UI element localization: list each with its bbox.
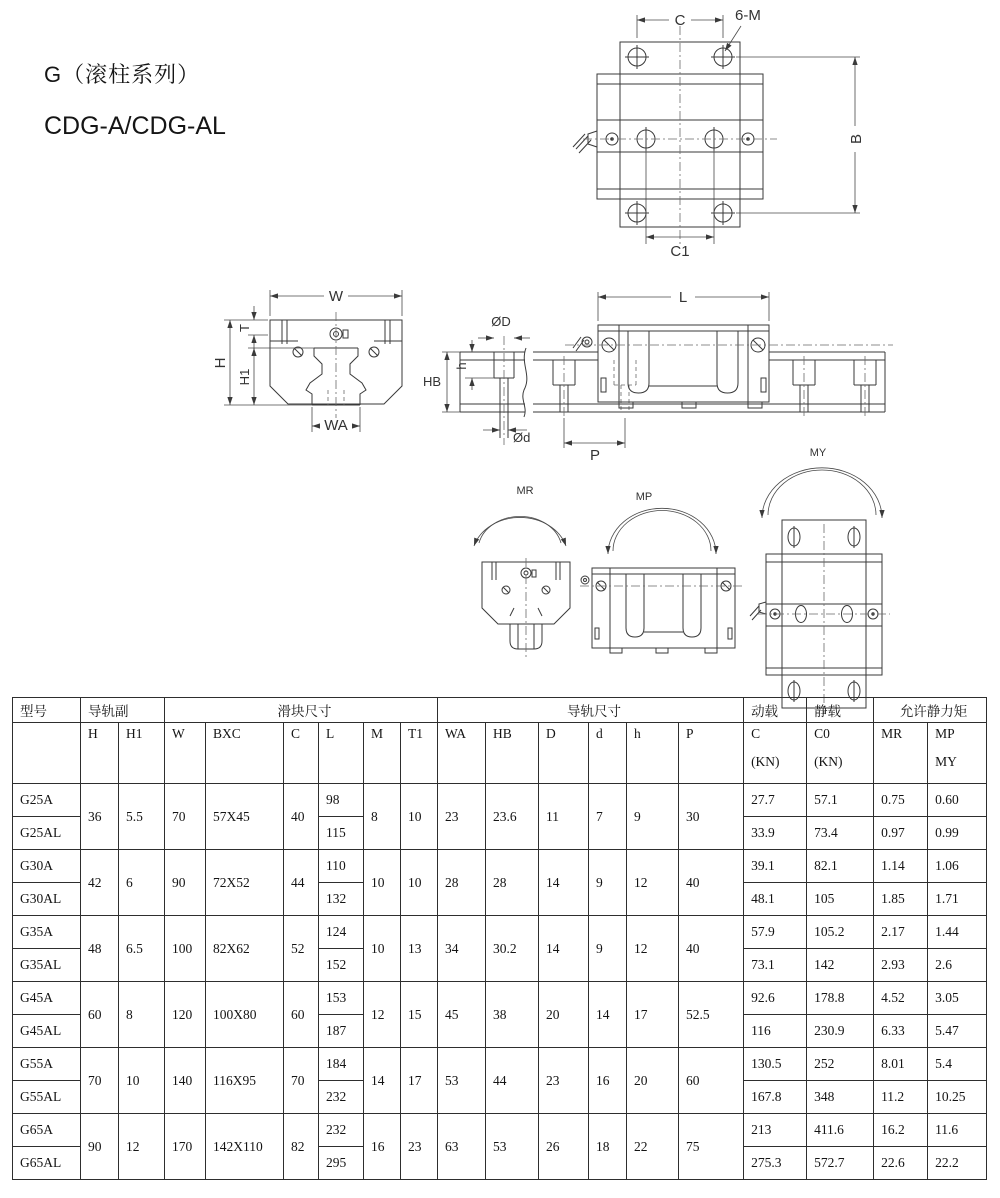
cell-L: 295 <box>319 1147 364 1180</box>
dim-label-h: H <box>212 357 229 369</box>
cell-MR: 6.33 <box>874 1015 928 1048</box>
cell-C-kn: 92.6 <box>744 982 807 1015</box>
cell-P: 75 <box>679 1114 744 1180</box>
cell-d: 14 <box>589 982 627 1048</box>
cell-T1: 10 <box>401 850 438 916</box>
cell-C0-kn: 572.7 <box>807 1147 874 1180</box>
cell-P: 52.5 <box>679 982 744 1048</box>
thread-callout-label: 6-M <box>735 7 761 24</box>
cell-MR: 22.6 <box>874 1147 928 1180</box>
cell-MR: 8.01 <box>874 1048 928 1081</box>
cell-D: 20 <box>539 982 589 1048</box>
cell-H: 48 <box>81 916 119 982</box>
my-arc <box>762 468 882 518</box>
cell-WA: 23 <box>438 784 486 850</box>
cell-M: 10 <box>364 916 401 982</box>
cell-model: G35AL <box>13 949 81 982</box>
header-C: C <box>284 723 319 784</box>
cell-BXC: 72X52 <box>206 850 284 916</box>
header-block-dims: 滑块尺寸 <box>165 698 438 723</box>
cell-H1: 10 <box>119 1048 165 1114</box>
cell-H1: 6.5 <box>119 916 165 982</box>
header-WA: WA <box>438 723 486 784</box>
header-sub-row <box>13 723 987 784</box>
header-C-load <box>744 723 807 784</box>
cell-HB: 28 <box>486 850 539 916</box>
cell-M: 16 <box>364 1114 401 1180</box>
cell-MP-MY: 1.71 <box>928 883 987 916</box>
header-T1: T1 <box>401 723 438 784</box>
cell-H: 70 <box>81 1048 119 1114</box>
cell-C-kn: 39.1 <box>744 850 807 883</box>
header-rail-dims: 导轨尺寸 <box>438 698 744 723</box>
cell-W: 70 <box>165 784 206 850</box>
cell-BXC: 57X45 <box>206 784 284 850</box>
header-C-load-symbol: C <box>751 726 761 741</box>
cell-h: 12 <box>627 850 679 916</box>
header-model: 型号 <box>13 698 81 723</box>
header-h: h <box>627 723 679 784</box>
cell-MP-MY: 11.6 <box>928 1114 987 1147</box>
cell-L: 132 <box>319 883 364 916</box>
cell-P: 30 <box>679 784 744 850</box>
cell-L: 184 <box>319 1048 364 1081</box>
cell-HB: 38 <box>486 982 539 1048</box>
cell-C0-kn: 348 <box>807 1081 874 1114</box>
model-title: CDG-A/CDG-AL <box>44 112 226 140</box>
cell-H1: 12 <box>119 1114 165 1180</box>
cell-MP-MY: 5.47 <box>928 1015 987 1048</box>
header-BXC: BXC <box>206 723 284 784</box>
cell-C0-kn: 105.2 <box>807 916 874 949</box>
header-MY: MY <box>935 754 957 769</box>
cell-D: 14 <box>539 850 589 916</box>
cell-MP-MY: 0.99 <box>928 817 987 850</box>
header-static-moment: 允许静力矩 <box>874 698 987 723</box>
table-row <box>13 784 987 817</box>
cell-C-kn: 57.9 <box>744 916 807 949</box>
cell-C0-kn: 57.1 <box>807 784 874 817</box>
cell-h: 17 <box>627 982 679 1048</box>
cell-C-kn: 48.1 <box>744 883 807 916</box>
cell-H: 42 <box>81 850 119 916</box>
drawing-moment-mp <box>578 482 746 662</box>
cell-L: 110 <box>319 850 364 883</box>
cell-MR: 2.17 <box>874 916 928 949</box>
cell-BXC: 142X110 <box>206 1114 284 1180</box>
cell-MR: 1.85 <box>874 883 928 916</box>
cell-BXC: 116X95 <box>206 1048 284 1114</box>
cell-d: 16 <box>589 1048 627 1114</box>
rail-section-outline <box>460 348 527 438</box>
header-D: D <box>539 723 589 784</box>
cell-C-kn: 167.8 <box>744 1081 807 1114</box>
cell-C-kn: 33.9 <box>744 817 807 850</box>
cell-h: 12 <box>627 916 679 982</box>
front-view-dimensions <box>224 290 402 432</box>
cell-H1: 5.5 <box>119 784 165 850</box>
table-row <box>13 850 987 883</box>
header-MP: MP <box>935 726 955 741</box>
dim-label-h-depth: h <box>454 362 469 370</box>
cell-MR: 0.97 <box>874 817 928 850</box>
mr-arc <box>474 516 566 546</box>
cell-L: 115 <box>319 817 364 850</box>
table-row <box>13 1048 987 1081</box>
cell-WA: 28 <box>438 850 486 916</box>
cell-d: 7 <box>589 784 627 850</box>
cell-C0-kn: 142 <box>807 949 874 982</box>
cell-M: 10 <box>364 850 401 916</box>
dim-label-t: T <box>237 324 252 332</box>
cell-T1: 23 <box>401 1114 438 1180</box>
cell-MR: 1.14 <box>874 850 928 883</box>
cell-MP-MY: 5.4 <box>928 1048 987 1081</box>
cell-h: 22 <box>627 1114 679 1180</box>
cell-C: 70 <box>284 1048 319 1114</box>
cell-M: 12 <box>364 982 401 1048</box>
cell-MP-MY: 10.25 <box>928 1081 987 1114</box>
dim-label-wa: WA <box>324 417 348 434</box>
cell-C: 60 <box>284 982 319 1048</box>
table-row <box>13 1114 987 1147</box>
cell-C0-kn: 411.6 <box>807 1114 874 1147</box>
header-C0-load-symbol: C0 <box>814 726 830 741</box>
top-view-centerlines <box>583 26 777 247</box>
drawing-top-view <box>555 4 945 260</box>
cell-C0-kn: 73.4 <box>807 817 874 850</box>
dim-label-hb: HB <box>423 374 442 389</box>
cell-model: G25A <box>13 784 81 817</box>
cell-C: 82 <box>284 1114 319 1180</box>
cell-W: 120 <box>165 982 206 1048</box>
cell-MP-MY: 3.05 <box>928 982 987 1015</box>
cell-P: 40 <box>679 916 744 982</box>
cell-C0-kn: 230.9 <box>807 1015 874 1048</box>
cell-L: 232 <box>319 1114 364 1147</box>
header-W: W <box>165 723 206 784</box>
dim-label-od-small: Ød <box>513 430 531 445</box>
cell-L: 153 <box>319 982 364 1015</box>
cell-model: G45AL <box>13 1015 81 1048</box>
cell-P: 60 <box>679 1048 744 1114</box>
cell-MP-MY: 2.6 <box>928 949 987 982</box>
header-L: L <box>319 723 364 784</box>
cell-C0-kn: 252 <box>807 1048 874 1081</box>
table-row <box>13 982 987 1015</box>
cell-L: 232 <box>319 1081 364 1114</box>
cell-HB: 23.6 <box>486 784 539 850</box>
dim-label-w: W <box>328 288 344 305</box>
cell-T1: 17 <box>401 1048 438 1114</box>
header-d: d <box>589 723 627 784</box>
moment-label-my: MY <box>809 447 827 459</box>
cell-L: 187 <box>319 1015 364 1048</box>
cell-h: 20 <box>627 1048 679 1114</box>
moment-label-mr: MR <box>516 485 534 497</box>
spec-table <box>12 697 987 1180</box>
dim-label-b: B <box>848 133 865 145</box>
header-M: M <box>364 723 401 784</box>
cell-WA: 53 <box>438 1048 486 1114</box>
cell-model: G55AL <box>13 1081 81 1114</box>
cell-P: 40 <box>679 850 744 916</box>
cell-MR: 4.52 <box>874 982 928 1015</box>
cell-H1: 6 <box>119 850 165 916</box>
cell-model: G25AL <box>13 817 81 850</box>
cell-BXC: 100X80 <box>206 982 284 1048</box>
cell-C-kn: 130.5 <box>744 1048 807 1081</box>
cell-model: G65AL <box>13 1147 81 1180</box>
cell-MP-MY: 22.2 <box>928 1147 987 1180</box>
cell-C: 40 <box>284 784 319 850</box>
cell-MR: 16.2 <box>874 1114 928 1147</box>
cell-D: 11 <box>539 784 589 850</box>
cell-MP-MY: 1.06 <box>928 850 987 883</box>
dim-label-c1: C1 <box>670 243 690 260</box>
cell-C0-kn: 82.1 <box>807 850 874 883</box>
cell-HB: 30.2 <box>486 916 539 982</box>
cell-WA: 63 <box>438 1114 486 1180</box>
block-side-outline <box>573 325 769 408</box>
cell-HB: 53 <box>486 1114 539 1180</box>
cell-T1: 10 <box>401 784 438 850</box>
cell-L: 124 <box>319 916 364 949</box>
cell-W: 140 <box>165 1048 206 1114</box>
cell-L: 152 <box>319 949 364 982</box>
dim-label-c: C <box>674 12 686 29</box>
cell-d: 18 <box>589 1114 627 1180</box>
cell-MP-MY: 0.60 <box>928 784 987 817</box>
cell-D: 23 <box>539 1048 589 1114</box>
cell-C0-kn: 178.8 <box>807 982 874 1015</box>
cell-MR: 0.75 <box>874 784 928 817</box>
header-dynamic-load: 动载 <box>744 698 807 723</box>
cell-M: 14 <box>364 1048 401 1114</box>
cell-C-kn: 27.7 <box>744 784 807 817</box>
my-centerlines <box>758 524 890 714</box>
header-P: P <box>679 723 744 784</box>
cell-C-kn: 213 <box>744 1114 807 1147</box>
cell-MR: 11.2 <box>874 1081 928 1114</box>
mp-arc <box>608 508 716 554</box>
cell-MP-MY: 1.44 <box>928 916 987 949</box>
cell-model: G35A <box>13 916 81 949</box>
cell-C-kn: 73.1 <box>744 949 807 982</box>
cell-model: G55A <box>13 1048 81 1081</box>
cell-model: G30AL <box>13 883 81 916</box>
series-title: G（滚柱系列） <box>44 62 201 87</box>
cell-D: 26 <box>539 1114 589 1180</box>
cell-C0-kn: 105 <box>807 883 874 916</box>
top-view-dimensions <box>637 15 860 244</box>
header-H1: H1 <box>119 723 165 784</box>
cell-HB: 44 <box>486 1048 539 1114</box>
cell-T1: 13 <box>401 916 438 982</box>
header-static-load: 静载 <box>807 698 874 723</box>
header-group-row <box>13 698 987 723</box>
dim-label-h1: H1 <box>237 368 252 386</box>
cell-MR: 2.93 <box>874 949 928 982</box>
cell-M: 8 <box>364 784 401 850</box>
cell-model: G45A <box>13 982 81 1015</box>
cell-C: 44 <box>284 850 319 916</box>
header-C0-load <box>807 723 874 784</box>
cell-WA: 45 <box>438 982 486 1048</box>
cell-d: 9 <box>589 850 627 916</box>
rail-side-outline <box>533 352 885 412</box>
dim-label-p: P <box>589 447 601 464</box>
header-H: H <box>81 723 119 784</box>
cell-L: 98 <box>319 784 364 817</box>
cell-h: 9 <box>627 784 679 850</box>
cell-WA: 34 <box>438 916 486 982</box>
drawing-moment-mr <box>450 478 590 678</box>
dim-label-od-large: ØD <box>491 314 511 329</box>
cell-BXC: 82X62 <box>206 916 284 982</box>
cell-model: G30A <box>13 850 81 883</box>
cell-H1: 8 <box>119 982 165 1048</box>
cell-H: 36 <box>81 784 119 850</box>
cell-d: 9 <box>589 916 627 982</box>
header-C-load-unit: (KN) <box>751 754 780 769</box>
header-C0-load-unit: (KN) <box>814 754 843 769</box>
cell-C-kn: 116 <box>744 1015 807 1048</box>
cell-H: 90 <box>81 1114 119 1180</box>
header-HB: HB <box>486 723 539 784</box>
drawing-moment-my <box>730 442 910 720</box>
header-MP-MY <box>928 723 987 784</box>
header-blank <box>13 723 81 784</box>
cell-D: 14 <box>539 916 589 982</box>
mp-block-side <box>581 568 735 653</box>
header-rail-pair: 导轨副 <box>81 698 165 723</box>
table-row <box>13 916 987 949</box>
cell-C-kn: 275.3 <box>744 1147 807 1180</box>
cell-W: 170 <box>165 1114 206 1180</box>
cell-T1: 15 <box>401 982 438 1048</box>
header-MR: MR <box>874 723 928 784</box>
cell-W: 90 <box>165 850 206 916</box>
cell-model: G65A <box>13 1114 81 1147</box>
grease-nipple-icon <box>573 131 597 153</box>
cell-C: 52 <box>284 916 319 982</box>
moment-label-mp: MP <box>635 491 653 503</box>
dim-label-l: L <box>678 289 688 306</box>
cell-W: 100 <box>165 916 206 982</box>
cell-H: 60 <box>81 982 119 1048</box>
